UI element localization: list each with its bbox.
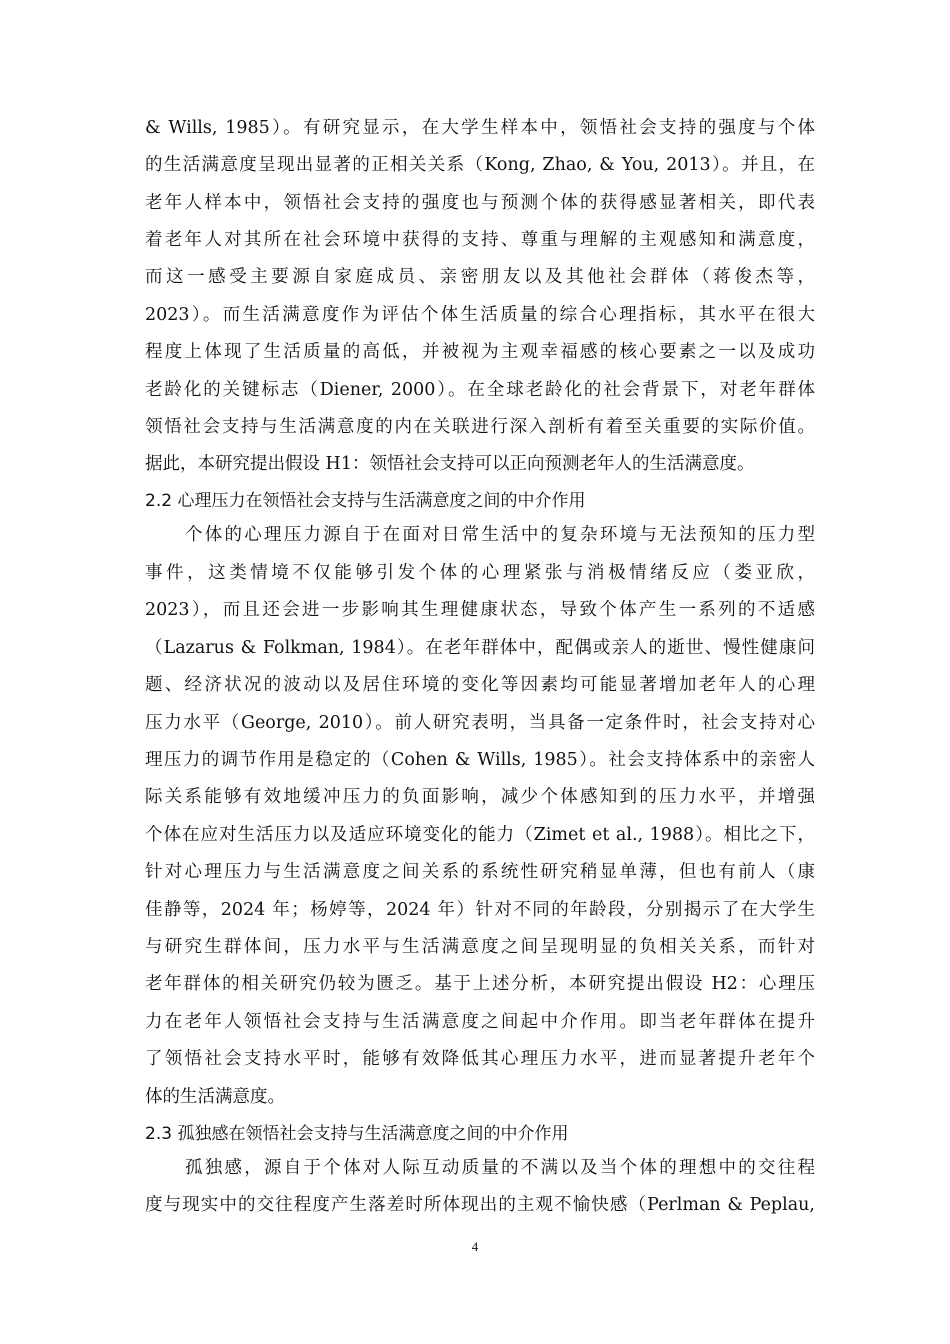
text-line: 体的生活满意度。	[145, 1087, 285, 1107]
text-line: 2023），而且还会进一步影响其生理健康状态，导致个体产生一系列的不适感	[145, 600, 815, 620]
text-line: 老龄化的关键标志（Diener, 2000）。在全球老龄化的社会背景下，对老年群体	[145, 380, 815, 400]
page-number: 4	[471, 1239, 479, 1254]
text-line: 压力水平（George, 2010）。前人研究表明，当具备一定条件时，社会支持对心	[145, 713, 815, 733]
section-2-2-heading: 2.2 心理压力在领悟社会支持与生活满意度之间的中介作用	[145, 491, 586, 511]
text-line: 老年人样本中，领悟社会支持的强度也与预测个体的获得感显著相关，即代表	[145, 193, 815, 213]
text-line: 据此，本研究提出假设 H1：领悟社会支持可以正向预测老年人的生活满意度。	[145, 454, 755, 474]
text-line: 而这一感受主要源自家庭成员、亲密朋友以及其他社会群体（蒋俊杰等，	[145, 267, 815, 287]
text-line: 着老年人对其所在社会环境中获得的支持、尊重与理解的主观感知和满意度，	[145, 230, 815, 250]
text-line: 领悟社会支持与生活满意度的内在关联进行深入剖析有着至关重要的实际价值。	[145, 417, 815, 437]
text-line: 个体在应对生活压力以及适应环境变化的能力（Zimet et al., 1988）。相比之下，	[145, 825, 815, 845]
text-line: 了领悟社会支持水平时，能够有效降低其心理压力水平，进而显著提升老年个	[145, 1049, 815, 1069]
text-line: 度与现实中的交往程度产生落差时所体现出的主观不愉快感（Perlman & Peplau,	[145, 1195, 815, 1215]
text-line: 个体的心理压力源自于在面对日常生活中的复杂环境与无法预知的压力型	[185, 525, 815, 545]
text-line: 理压力的调节作用是稳定的（Cohen & Wills, 1985）。社会支持体系中的亲密人	[145, 750, 815, 770]
text-line: 程度上体现了生活质量的高低，并被视为主观幸福感的核心要素之一以及成功	[145, 342, 815, 362]
text-line: （Lazarus & Folkman, 1984）。在老年群体中，配偶或亲人的逝世、慢性健康问	[145, 638, 815, 658]
text-line: 的生活满意度呈现出显著的正相关关系（Kong, Zhao, & You, 2013）。并且，在	[145, 155, 815, 175]
text-line: 事件，这类情境不仅能够引发个体的心理紧张与消极情绪反应（娄亚欣，	[145, 563, 815, 583]
text-line: 与研究生群体间，压力水平与生活满意度之间呈现明显的负相关关系，而针对	[145, 937, 815, 957]
text-line: 针对心理压力与生活满意度之间关系的系统性研究稍显单薄，但也有前人（康	[145, 862, 815, 882]
text-line: 题、经济状况的波动以及居住环境的变化等因素均可能显著增加老年人的心理	[145, 675, 815, 695]
text-line: 力在老年人领悟社会支持与生活满意度之间起中介作用。即当老年群体在提升	[145, 1012, 815, 1032]
section-2-3-heading: 2.3 孤独感在领悟社会支持与生活满意度之间的中介作用	[145, 1124, 569, 1144]
text-line: 际关系能够有效地缓冲压力的负面影响，减少个体感知到的压力水平，并增强	[145, 787, 815, 807]
text-line: 老年群体的相关研究仍较为匮乏。基于上述分析，本研究提出假设 H2：心理压	[145, 974, 815, 994]
text-line: 孤独感，源自于个体对人际互动质量的不满以及当个体的理想中的交往程	[185, 1158, 815, 1178]
text-line: 佳静等，2024 年；杨婷等，2024 年）针对不同的年龄段，分别揭示了在大学生	[145, 900, 815, 920]
text-line: 2023）。而生活满意度作为评估个体生活质量的综合心理指标，其水平在很大	[145, 305, 815, 325]
text-line: & Wills, 1985）。有研究显示，在大学生样本中，领悟社会支持的强度与个体	[145, 118, 815, 138]
